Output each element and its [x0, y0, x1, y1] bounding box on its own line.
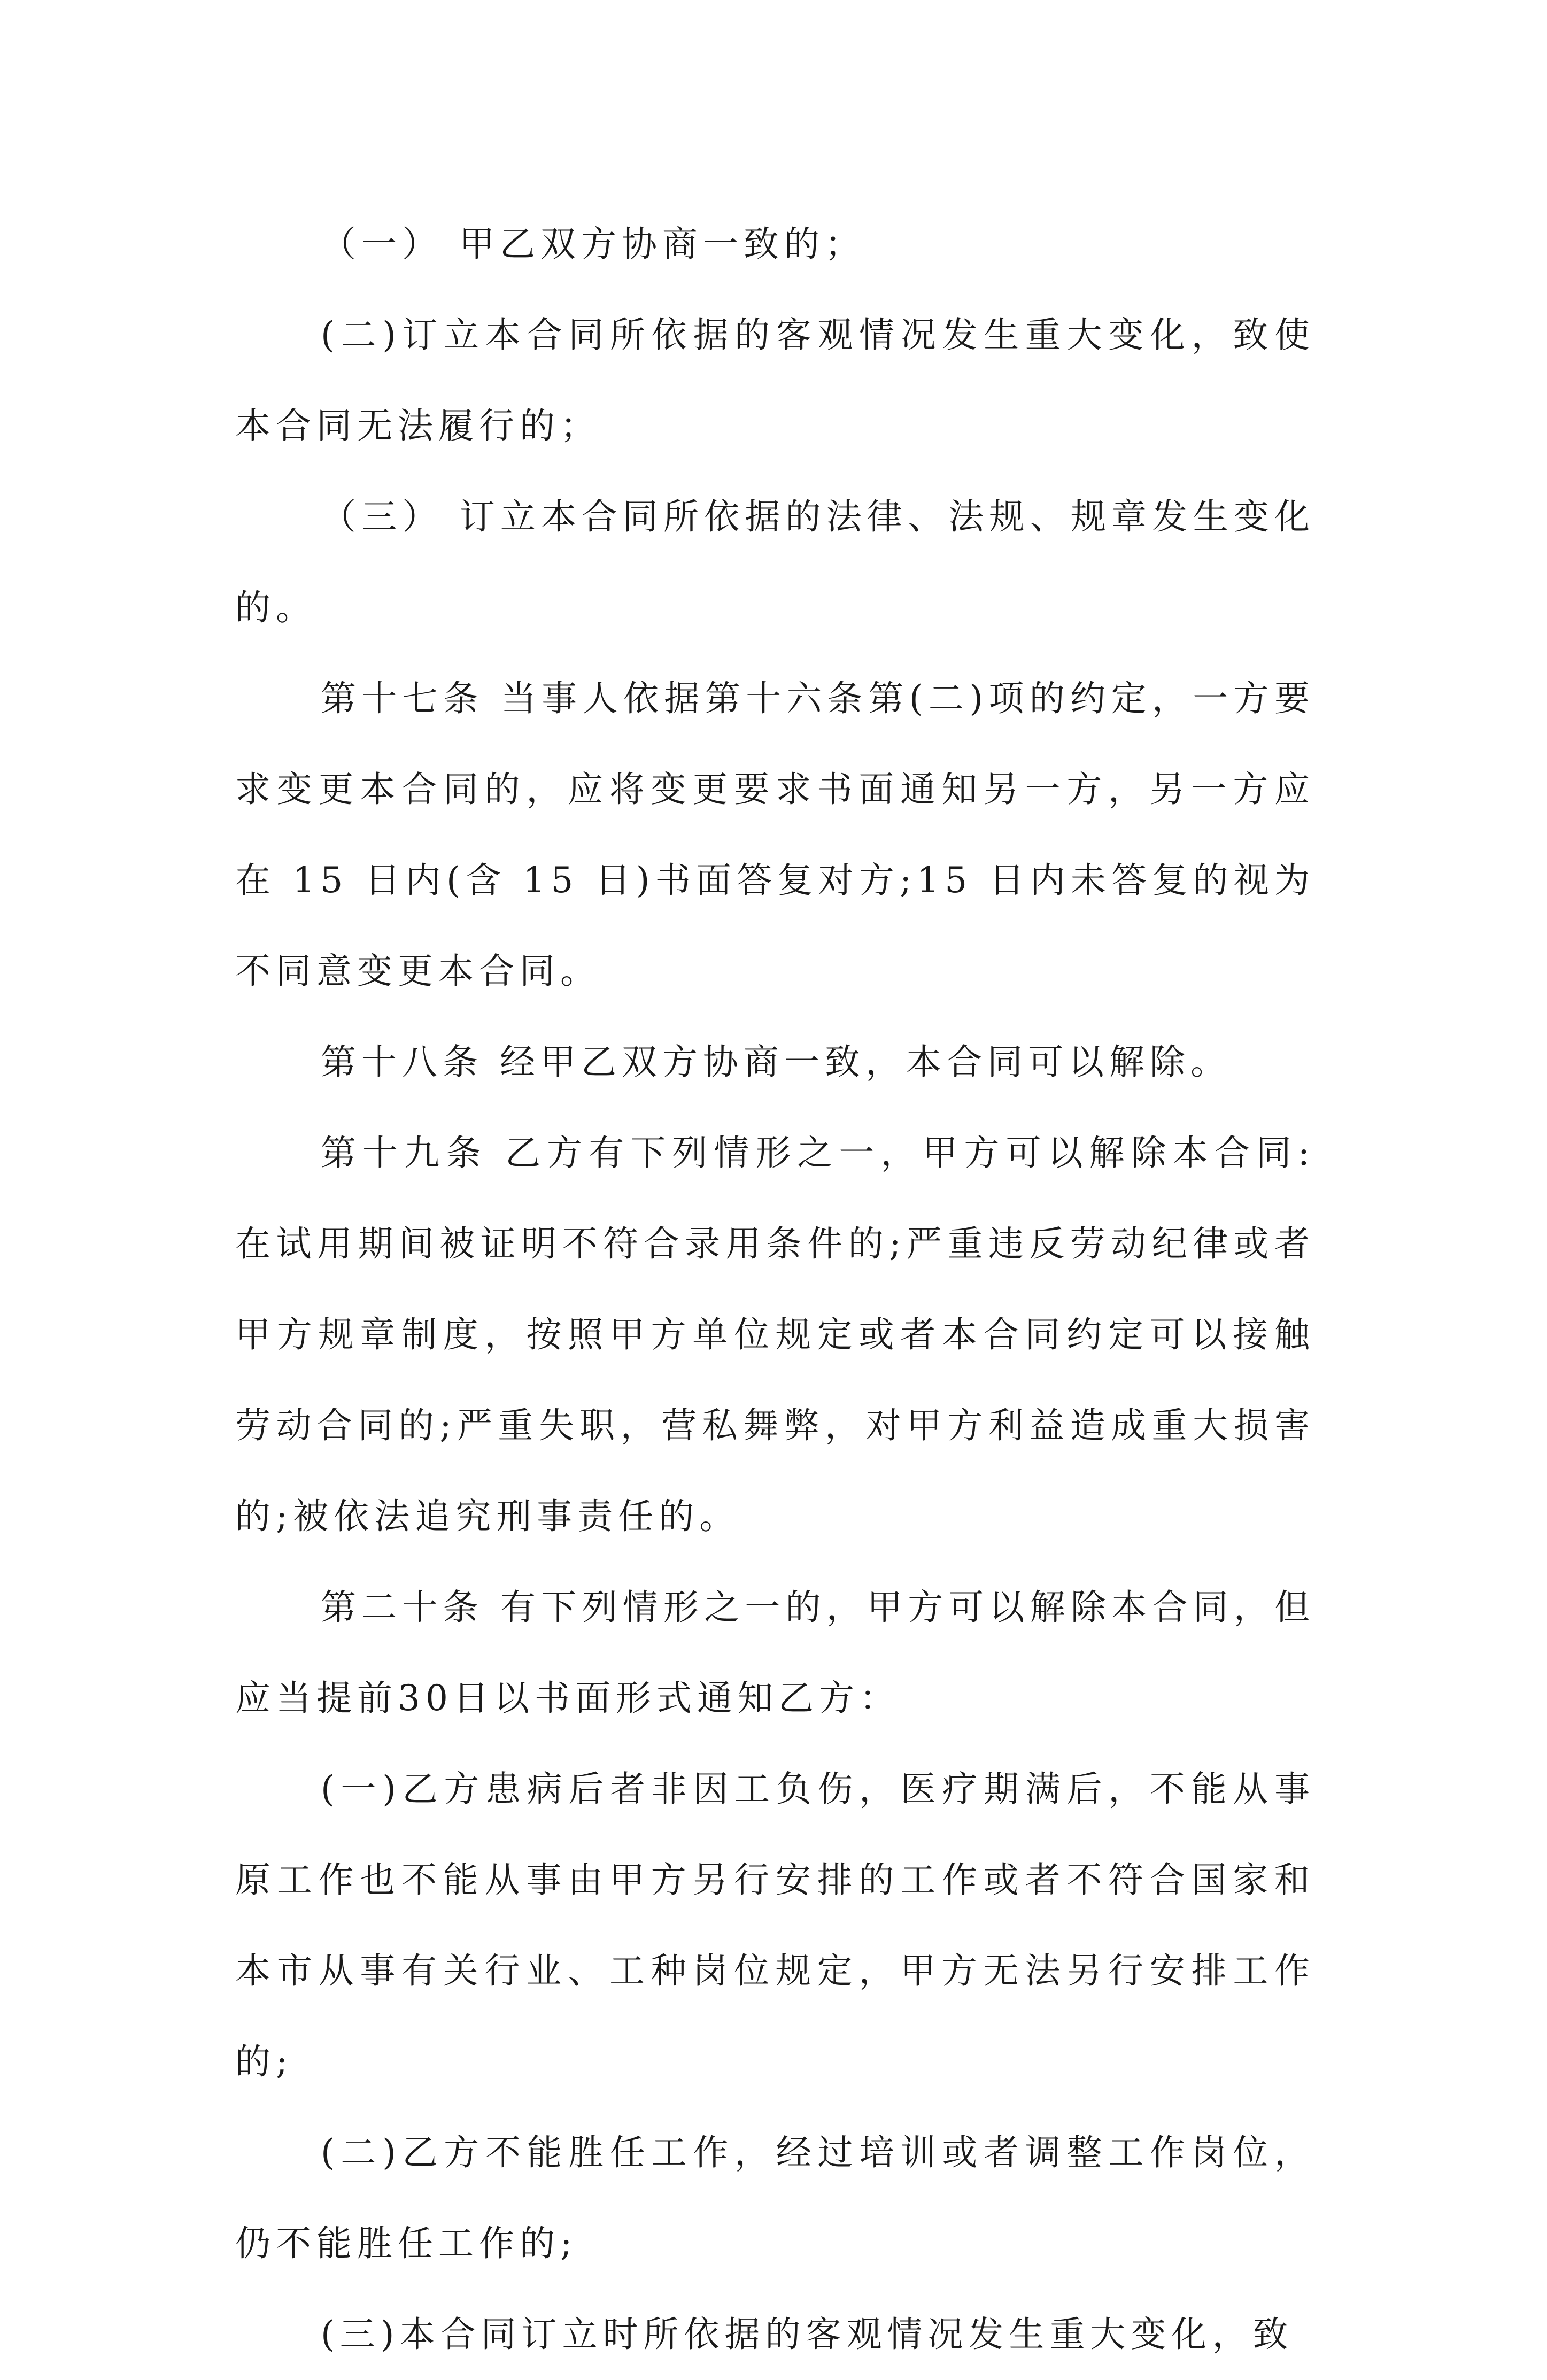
document-page: [235, 199, 1315, 2380]
article-20-item-1: (一)乙方患病后者非因工负伤，医疗期满后，不能从事原工作也不能从事由甲方另行安排的工作或者不符合国家和本市从事有关行业、工种岗位规定，甲方无法另行安排工作的;: [235, 1768, 1315, 2082]
clause-2: (二)订立本合同所依据的客观情况发生重大变化，致使本合同无法履行的；: [235, 314, 1315, 446]
clause-1: （一） 甲乙双方协商一致的；: [321, 223, 865, 265]
clause-3: （三） 订立本合同所依据的法律、法规、规章发生变化的。: [235, 496, 1315, 628]
article-18: 第十八条 经甲乙双方协商一致，本合同可以解除。: [321, 1041, 1231, 1083]
article-20-item-2: (二)乙方不能胜任工作，经过培训或者调整工作岗位，仍不能胜任工作的;: [235, 2132, 1315, 2264]
article-17: 第十七条 当事人依据第十六条第(二)项的约定，一方要求变更本合同的，应将变更要求书面通知另一方，另一方应在 15 日内(含 15 日)书面答复对方;15 日内未答复的视为不同意变更本合同。: [235, 678, 1315, 992]
article-19: 第十九条 乙方有下列情形之一，甲方可以解除本合同:在试用期间被证明不符合录用条件的;严重违反劳动纪律或者甲方规章制度，按照甲方单位规定或者本合同约定可以接触劳动合同的;严重失职，营私舞弊，对甲方利益造成重大损害的;被依法追究刑事责任的。: [235, 1132, 1315, 1537]
article-20: 第二十条 有下列情形之一的，甲方可以解除本合同，但应当提前30日以书面形式通知乙方：: [235, 1587, 1315, 1719]
article-20-item-3: (三)本合同订立时所依据的客观情况发生重大变化，致: [321, 2314, 1294, 2355]
